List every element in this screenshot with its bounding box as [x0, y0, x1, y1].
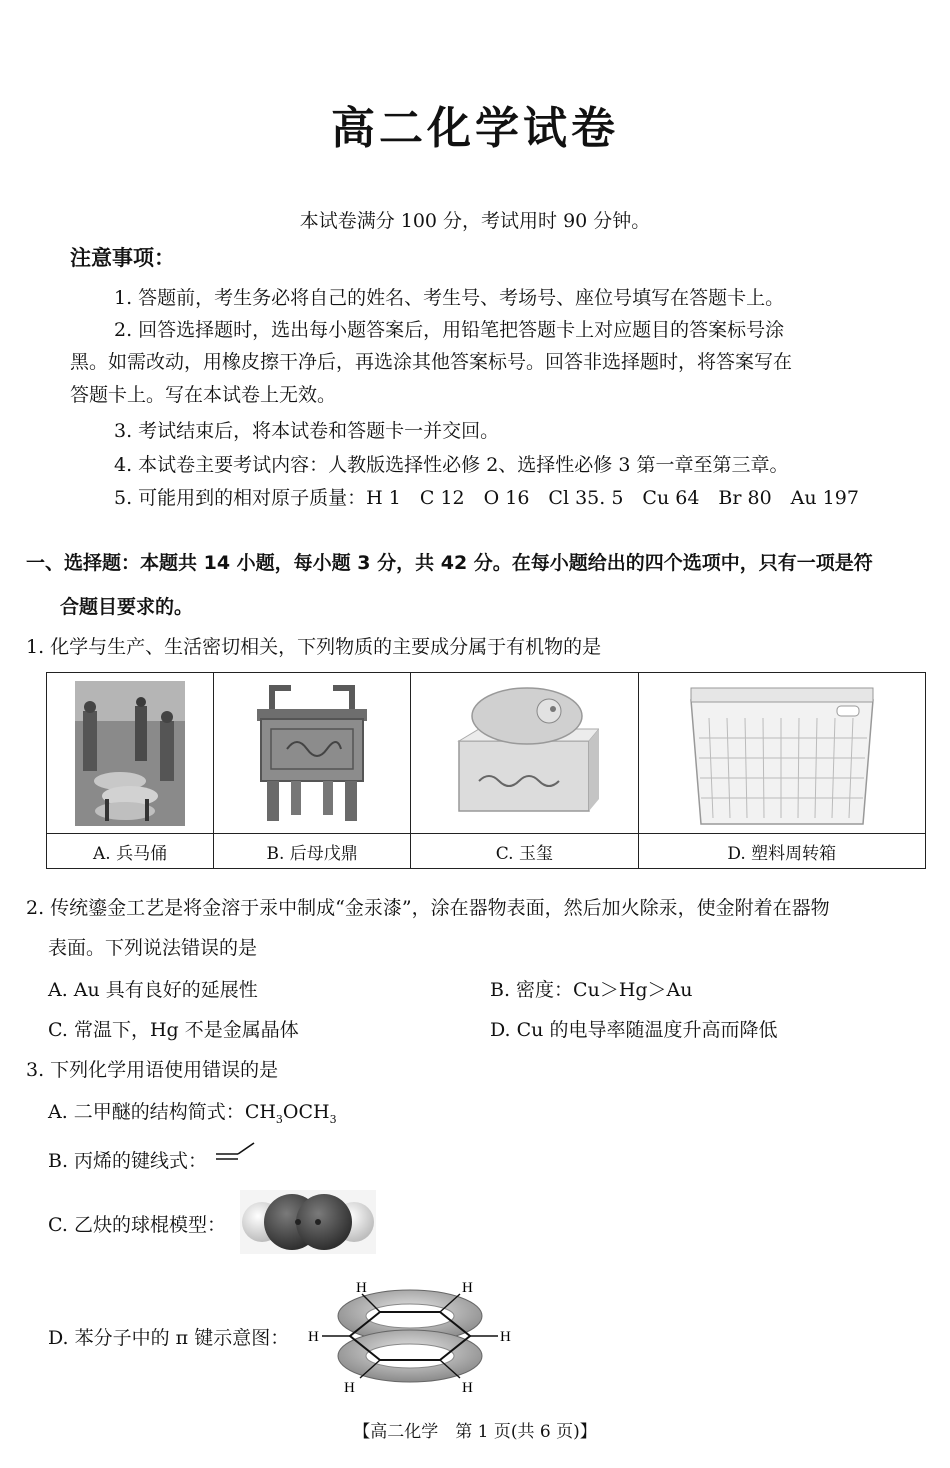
- h-label-right: H: [500, 1329, 511, 1345]
- page-title: 高二化学试卷: [331, 103, 619, 154]
- q3-option-a: [48, 1097, 337, 1126]
- notice-heading: 注意事项：: [70, 246, 175, 270]
- formula-och: OCH: [282, 1101, 330, 1123]
- q1-option-c: C. 玉玺: [411, 834, 638, 869]
- q2-option-a: A. Au 具有良好的延展性: [48, 979, 258, 1001]
- formula-sub-3: 3: [275, 1112, 283, 1126]
- h-label-bottom-left: H: [344, 1380, 355, 1396]
- plastic-crate-image: [687, 678, 877, 828]
- notice-item-2-line1: 2. 回答选择题时，选出每小题答案后，用铅笔把答题卡上对应题目的答案标号涂: [114, 319, 785, 341]
- q1-option-d: D. 塑料周转箱: [638, 834, 926, 869]
- exam-info: 本试卷满分 100 分，考试用时 90 分钟。: [299, 210, 651, 232]
- section-heading-line2: 合题目要求的。: [60, 596, 194, 618]
- q1-option-b: B. 后母戊鼎: [214, 834, 411, 869]
- h-label-left: H: [308, 1329, 319, 1345]
- benzene-pi-bond-diagram: [304, 1274, 516, 1396]
- notice-item-1: 1. 答题前，考生务必将自己的姓名、考生号、考场号、座位号填写在答题卡上。: [114, 287, 785, 309]
- q2-option-d: D. Cu 的电导率随温度升高而降低: [490, 1019, 778, 1041]
- page-footer: 【高二化学 第 1 页(共 6 页)】: [353, 1422, 597, 1442]
- q1-options-table: [46, 672, 926, 869]
- q3-option-a-label: A. 二甲醚的结构简式：: [48, 1101, 245, 1123]
- q2-stem-line1: 2. 传统鎏金工艺是将金溶于汞中制成“金汞漆”，涂在器物表面，然后加火除汞，使金附着在器物: [26, 897, 830, 919]
- notice-item-5: 5. 可能用到的相对原子质量：H 1 C 12 O 16 Cl 35. 5 Cu 64 Br 80 Au 197: [114, 487, 859, 509]
- propene-skeletal-formula: [214, 1140, 256, 1164]
- q1-image-cell-c: [411, 673, 638, 834]
- formula-sub-3b: 3: [329, 1112, 337, 1126]
- notice-item-2-line3: 答题卡上。写在本试卷上无效。: [70, 384, 337, 406]
- q1-image-cell-d: [638, 673, 926, 834]
- section-heading-line1: 一、选择题：本题共 14 小题，每小题 3 分，共 42 分。在每小题给出的四个选项中，只有一项是符: [26, 552, 873, 574]
- q1-image-cell-a: [47, 673, 214, 834]
- q2-stem-line2: 表面。下列说法错误的是: [48, 937, 258, 959]
- h-label-top-right: H: [462, 1280, 473, 1296]
- q3-option-d: D. 苯分子中的 π 键示意图：: [48, 1327, 290, 1349]
- notice-item-4: 4. 本试卷主要考试内容：人教版选择性必修 2、选择性必修 3 第一章至第三章。: [114, 454, 789, 476]
- h-label-top-left: H: [356, 1280, 367, 1296]
- q3-stem: 3. 下列化学用语使用错误的是: [26, 1059, 279, 1081]
- jade-seal-image: [449, 681, 599, 826]
- q1-option-a: A. 兵马俑: [47, 834, 214, 869]
- notice-item-2-line2: 黑。如需改动，用橡皮擦干净后，再选涂其他答案标号。回答非选择题时，将答案写在: [70, 351, 793, 373]
- q1-stem: 1. 化学与生产、生活密切相关，下列物质的主要成分属于有机物的是: [26, 636, 602, 658]
- bronze-ding-image: [247, 683, 377, 823]
- q3-option-c: C. 乙炔的球棍模型：: [48, 1214, 226, 1236]
- notice-item-3: 3. 考试结束后，将本试卷和答题卡一并交回。: [114, 420, 500, 442]
- q3-option-b: B. 丙烯的键线式：: [48, 1150, 208, 1172]
- formula-ch: CH: [244, 1101, 276, 1123]
- q1-image-cell-b: [214, 673, 411, 834]
- q2-option-b: B. 密度：Cu＞Hg＞Au: [490, 979, 693, 1001]
- terracotta-warriors-image: [75, 681, 185, 826]
- h-label-bottom-right: H: [462, 1380, 473, 1396]
- q2-option-c: C. 常温下，Hg 不是金属晶体: [48, 1019, 299, 1041]
- acetylene-ball-stick-model: [240, 1190, 376, 1254]
